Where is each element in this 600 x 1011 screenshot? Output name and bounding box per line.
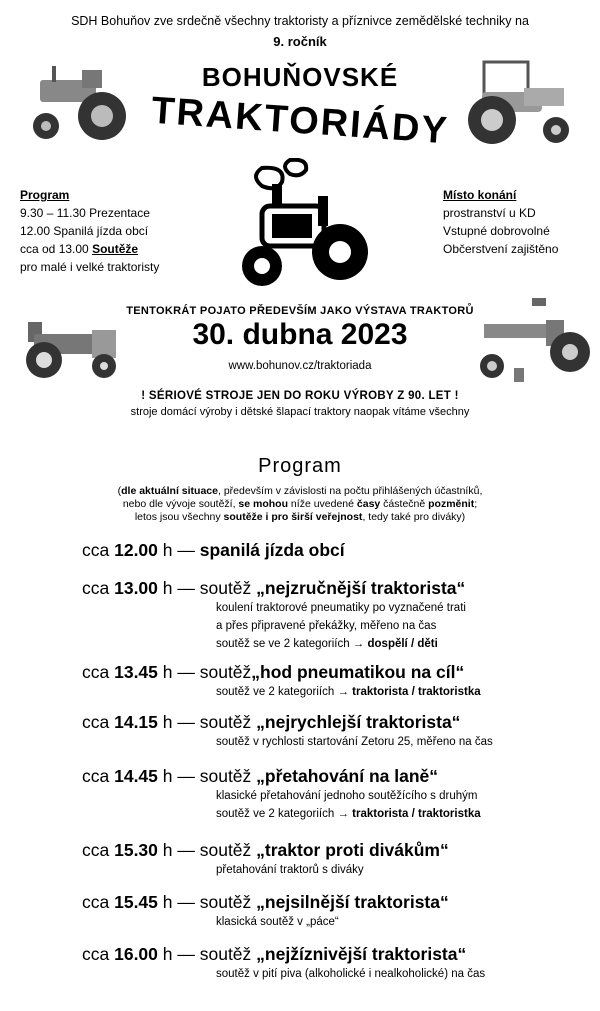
title-line2: TRAKTORIÁDY — [149, 89, 451, 153]
separator: h — — [157, 840, 200, 860]
event-detail: a přes připravené překážky, měřeno na čas — [216, 620, 437, 632]
separator: h — — [157, 662, 200, 682]
event-name: „traktor proti divákům“ — [256, 840, 449, 860]
note-bold: soutěže i pro širší veřejnost — [223, 511, 363, 523]
time: 16.00 — [114, 944, 158, 964]
warning-text: ! SÉRIOVÉ STROJE JEN DO ROKU VÝROBY Z 90. LET ! — [141, 390, 459, 402]
separator: h — — [157, 944, 200, 964]
cartoon-tractor-logo — [232, 158, 372, 298]
time: 13.45 — [114, 662, 158, 682]
time-prefix: cca — [82, 766, 115, 786]
event-kind: soutěž — [199, 712, 257, 732]
event-kind: soutěž — [199, 766, 257, 786]
time-prefix: cca — [82, 540, 115, 560]
event-kind: soutěž — [199, 892, 257, 912]
note-text: nebo dle vývoje soutěží, — [122, 498, 239, 510]
time-prefix: cca — [82, 944, 115, 964]
website-link[interactable]: www.bohunov.cz/traktoriada — [228, 360, 372, 372]
category-text: soutěž ve 2 kategoriích → — [216, 686, 353, 698]
program-box-line-prefix: cca od 13.00 — [20, 242, 93, 256]
schedule-item — [82, 712, 582, 751]
note-bold: časy — [356, 498, 381, 510]
event-categories — [216, 683, 582, 701]
note-text: níže uvedené — [288, 498, 357, 510]
time: 14.45 — [114, 766, 158, 786]
time: 14.15 — [114, 712, 158, 732]
program-title: Program — [258, 455, 342, 477]
time-prefix: cca — [82, 662, 115, 682]
schedule-item — [82, 840, 582, 879]
note-text: částečně — [380, 498, 429, 510]
schedule-item — [82, 662, 582, 701]
warning-subtext: stroje domácí výroby i dětské šlapací traktory naopak vítáme všechny — [130, 406, 470, 418]
event-kind: soutěž — [199, 578, 257, 598]
banner-headline: TENTOKRÁT POJATO PŘEDEVŠÍM JAKO VÝSTAVA TRAKTORŮ — [126, 305, 474, 317]
event-date: 30. dubna 2023 — [192, 318, 408, 351]
separator: h — — [157, 578, 200, 598]
time: 12.00 — [114, 540, 158, 560]
separator: h — — [157, 766, 200, 786]
separator: h — — [157, 892, 200, 912]
time: 15.30 — [114, 840, 158, 860]
note-text: letos jsou všechny — [134, 511, 224, 523]
schedule-item — [82, 540, 582, 561]
category-values: traktorista / traktoristka — [352, 808, 481, 820]
place-box-line: Vstupné dobrovolné — [443, 224, 550, 238]
note-bold: pozměnit — [428, 498, 475, 510]
event-categories — [216, 805, 582, 823]
event-name: spanilá jízda obcí — [199, 540, 345, 560]
separator: h — — [157, 712, 200, 732]
event-kind: soutěž — [199, 944, 257, 964]
time-prefix: cca — [82, 892, 115, 912]
time: 13.00 — [114, 578, 158, 598]
note-text: ( — [117, 485, 122, 497]
program-box-heading: Program — [20, 188, 70, 202]
category-values: dospělí / děti — [367, 638, 438, 650]
event-name: „přetahování na laně“ — [256, 766, 439, 786]
note-text: , tedy také pro diváky) — [362, 511, 466, 523]
event-detail: přetahování traktorů s diváky — [216, 864, 364, 876]
tractor-photo-top-left — [22, 56, 134, 146]
event-name: „nejzručnější traktorista“ — [256, 578, 466, 598]
event-kind: soutěž — [199, 840, 257, 860]
event-detail: soutěž v pití piva (alkoholické i nealkoholické) na čas — [216, 968, 486, 980]
event-name: „nejrychlejší traktorista“ — [256, 712, 461, 732]
event-categories — [216, 635, 582, 653]
category-text: soutěž se ve 2 kategoriích → — [216, 638, 368, 650]
category-text: soutěž ve 2 kategoriích → — [216, 808, 353, 820]
event-kind: soutěž — [199, 662, 252, 682]
program-box-line: 12.00 Spanilá jízda obcí — [20, 224, 149, 238]
event-name: „nejsilnější traktorista“ — [256, 892, 449, 912]
program-box-competitions: Soutěže — [92, 242, 139, 256]
note-bold: se mohou — [238, 498, 289, 510]
schedule-item — [82, 766, 582, 823]
category-values: traktorista / traktoristka — [352, 686, 481, 698]
schedule-item — [82, 578, 582, 653]
event-detail: koulení traktorové pneumatiky po vyznačené trati — [216, 602, 466, 614]
place-box-line: prostranství u KD — [443, 206, 536, 220]
schedule-item — [82, 892, 582, 931]
event-detail: klasické přetahování jednoho soutěžícího s druhým — [216, 790, 478, 802]
event-detail: klasická soutěž v „páce“ — [216, 916, 339, 928]
note-bold: dle aktuální situace — [121, 485, 218, 497]
schedule-item — [82, 944, 582, 983]
event-name: „nejžíznivější traktorista“ — [256, 944, 467, 964]
tractor-photo-top-right — [464, 56, 576, 148]
place-box-line: Občerstvení zajištěno — [443, 242, 559, 256]
event-detail: soutěž v rychlosti startování Zetoru 25, měřeno na čas — [216, 736, 493, 748]
title-line1: BOHUŇOVSKÉ — [201, 62, 399, 92]
invite-text: SDH Bohuňov zve srdečně všechny traktoristy a příznivce zemědělské techniky na — [71, 14, 529, 28]
time-prefix: cca — [82, 578, 115, 598]
time-prefix: cca — [82, 712, 115, 732]
place-box — [443, 186, 558, 258]
program-note — [0, 485, 600, 524]
time: 15.45 — [114, 892, 158, 912]
program-box — [20, 186, 159, 276]
program-box-line: 9.30 – 11.30 Prezentace — [20, 206, 150, 220]
edition-text: 9. ročník — [273, 34, 327, 49]
time-prefix: cca — [82, 840, 115, 860]
program-box-line — [20, 240, 159, 258]
separator: h — — [157, 540, 200, 560]
place-box-heading: Místo konání — [443, 188, 517, 202]
program-box-line: pro malé i velké traktoristy — [20, 260, 160, 274]
event-name: „hod pneumatikou na cíl“ — [251, 662, 465, 682]
note-text: ; — [474, 498, 478, 510]
note-text: , především v závislosti na počtu přihlášených účastníků, — [217, 485, 483, 497]
